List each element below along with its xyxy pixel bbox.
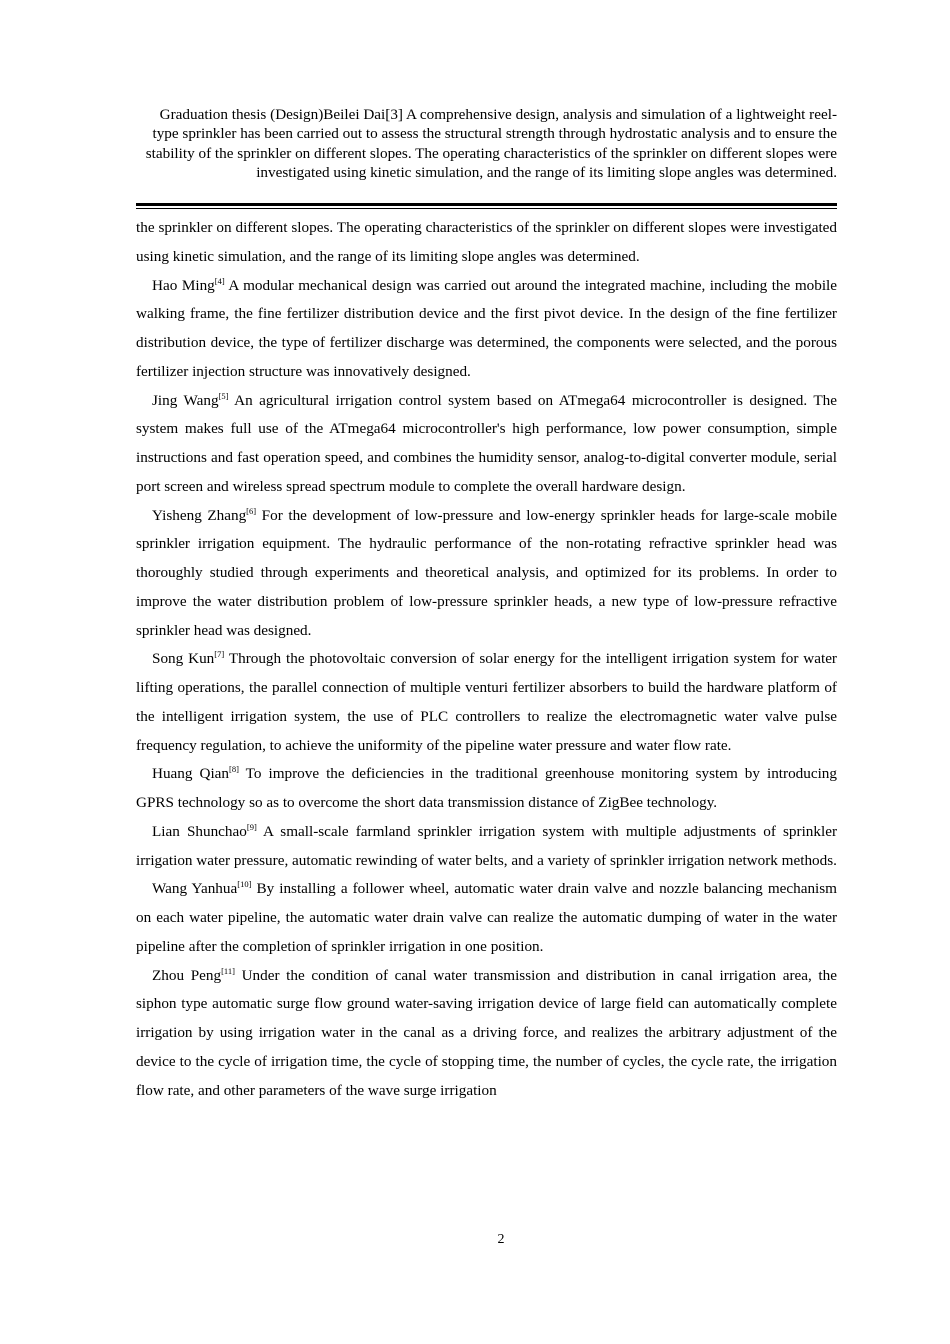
citation-ref: [10]: [237, 879, 252, 890]
page-number: 2: [497, 1232, 505, 1247]
citation-ref: [9]: [246, 821, 257, 832]
paragraph-text: To improve the deficiencies in the traditional greenhouse monitoring system by introducing GPRS technology so as to overcome the short data transmission distance of ZigBee technology.: [136, 765, 837, 811]
paragraph-text: By installing a follower wheel, automatic water drain valve and nozzle balancing mechanism on each water pipeline, the automatic water drain valve can realize the automatic dumping of water in the water pipeline after the completion of sprinkler irrigation in one position.: [136, 880, 837, 955]
citation-ref: [4]: [214, 275, 225, 286]
paragraph-song-kun: [136, 645, 837, 760]
author-name: Lian Shunchao: [152, 822, 247, 840]
paragraph-huang-qian: [136, 760, 837, 818]
paragraph-lian-shunchao: [136, 818, 837, 876]
author-name: Zhou Peng: [152, 966, 222, 984]
paragraph-yisheng-zhang: [136, 502, 837, 646]
paragraph-text: Under the condition of canal water transmission and distribution in canal irrigation area, the siphon type automatic surge flow ground water-saving irrigation device of large field can automatically complete irrigation by using irrigation water in the canal as a driving force, and realizes the arbitrary adjustment of the device to the cycle of irrigation time, the cycle of stopping time, the number of cycles, the cycle rate, the irrigation flow rate, and other parameters of the wave surge irrigation: [136, 966, 837, 1099]
body-text: [136, 214, 837, 1105]
citation-ref: [7]: [214, 649, 225, 660]
author-name: Song Kun: [152, 650, 215, 668]
author-name: Wang Yanhua: [152, 880, 238, 898]
citation-ref: [11]: [221, 965, 235, 976]
author-name: Hao Ming: [152, 276, 215, 294]
citation-ref: [8]: [229, 764, 239, 775]
paragraph-wang-yanhua: [136, 875, 837, 961]
continuation-paragraph: the sprinkler on different slopes. The operating characteristics of the sprinkler on different slopes were investigated using kinetic simulation, and the range of its limiting slope angles was determined.: [136, 219, 837, 265]
header-rule-thin: [136, 208, 837, 209]
paragraph-text: For the development of low-pressure and low-energy sprinkler heads for large-scale mobile sprinkler irrigation equipment. The hydraulic performance of the non-rotating refractive sprinkler head was thoroughly studied through experiments and theoretical analysis, and optimized for its problems. In order to improve the water distribution problem of low-pressure sprinkler heads, a new type of low-pressure refractive sprinkler head was designed.: [136, 506, 837, 639]
paragraph-jing-wang: [136, 387, 837, 502]
paragraph-hao-ming: [136, 272, 837, 387]
citation-ref: [5]: [218, 390, 229, 401]
header-rule-thick: [136, 203, 837, 206]
paragraph-text: An agricultural irrigation control system based on ATmega64 microcontroller is designed. The system makes full use of the ATmega64 microcontroller's high performance, low power consumption, simple instructions and fast operation speed, and combines the humidity sensor, analog-to-digital converter module, serial port screen and wireless spread spectrum module to complete the overall hardware design.: [136, 391, 837, 495]
author-name: Huang Qian: [152, 765, 230, 783]
paragraph-text: A small-scale farmland sprinkler irrigation system with multiple adjustments of sprinkler irrigation water pressure, automatic rewinding of water belts, and a variety of sprinkler irrigation network methods.: [136, 822, 837, 869]
paragraph-zhou-peng: [136, 962, 837, 1106]
author-name: Yisheng Zhang: [152, 506, 247, 524]
author-name: Jing Wang: [152, 391, 219, 409]
paragraph-text: Through the photovoltaic conversion of solar energy for the intelligent irrigation system for water lifting operations, the parallel connection of multiple venturi fertilizer absorbers to build the hardware platform of the intelligent irrigation system, the use of PLC controllers to realize the electromagnetic water valve pulse frequency regulation, to achieve the uniformity of the pipeline water pressure and water flow rate.: [136, 650, 837, 754]
citation-ref: [6]: [246, 505, 257, 516]
running-header: Graduation thesis (Design)Beilei Dai[3] A comprehensive design, analysis and simulation of a lightweight reel-type sprinkler has been carried out to assess the structural strength through hydrostatic analysis and to ensure the stability of the sprinkler on different slopes. The operating characteristics of the sprinkler on different slopes were investigated using kinetic simulation, and the range of its limiting slope angles was determined.: [145, 106, 837, 182]
paragraph-text: A modular mechanical design was carried out around the integrated machine, including the mobile walking frame, the fine fertilizer distribution device and the first pivot device. In the design of the fine fertilizer distribution device, the type of fertilizer discharge was determined, the components were selected, and the porous fertilizer injection structure was innovatively designed.: [136, 276, 837, 380]
